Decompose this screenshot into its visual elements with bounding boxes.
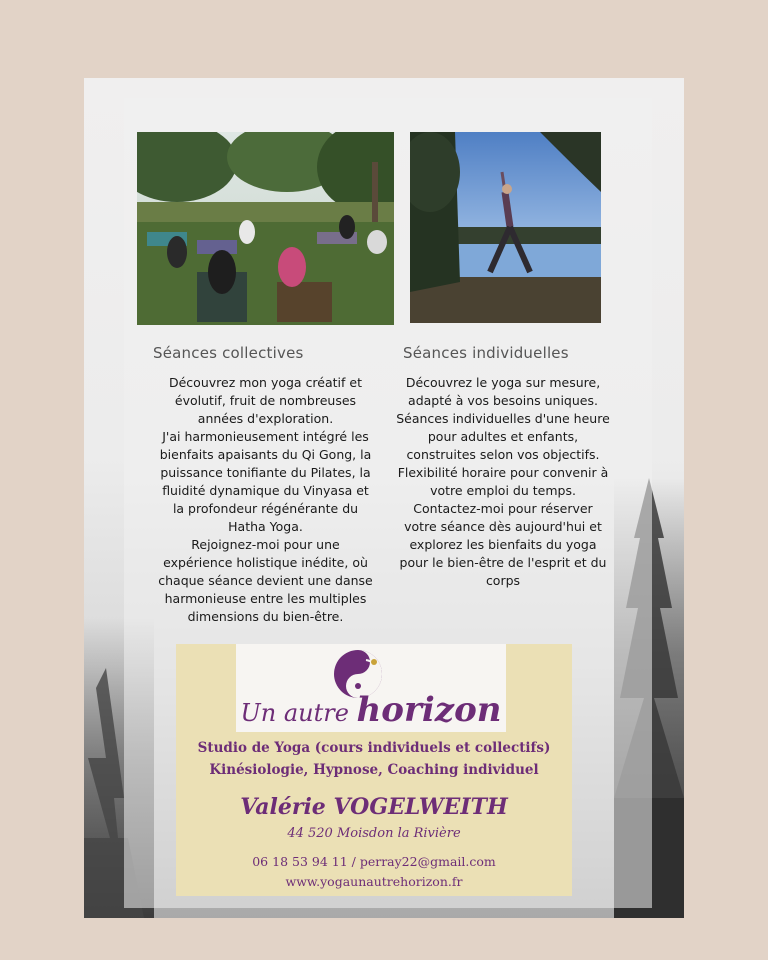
flyer <box>84 78 684 918</box>
logo-name-big: horizon <box>356 690 502 730</box>
individual-title: Séances individuelles <box>403 344 569 362</box>
logo-name-small: Un autre <box>240 699 357 727</box>
group-yoga-photo <box>137 132 394 325</box>
lake-warrior-photo <box>410 132 601 323</box>
contact-line: 06 18 53 94 11 / perray22@gmail.com <box>252 854 496 869</box>
studio-line: Studio de Yoga (cours individuels et collectifs) <box>197 740 551 756</box>
collective-title: Séances collectives <box>153 344 304 362</box>
individual-text: Découvrez le yoga sur mesure, adapté à vos besoins uniques. Séances individuelles d'une heure pour adultes et enfants, construites selon vos objectifs. Flexibilité horaire pour convenir à votre emploi du temps. Contactez-moi pour réserver votre séance dès aujourd'hui et explorez les bienfaits du yoga pour le bien-être de l'esprit et du corps <box>396 375 610 588</box>
logo-wordmark <box>240 690 502 730</box>
website-link: www.yogaunautrehorizon.fr <box>285 874 463 889</box>
contact-card <box>176 644 572 896</box>
address: 44 520 Moisdon la Rivière <box>287 826 461 841</box>
practitioner-name: Valérie VOGELWEITH <box>240 794 508 820</box>
services-line: Kinésiologie, Hypnose, Coaching individuel <box>209 762 539 778</box>
logo <box>236 644 506 732</box>
collective-text: Découvrez mon yoga créatif et évolutif, fruit de nombreuses années d'exploration. J'ai harmonieusement intégré les bienfaits apaisants du Qi Gong, la puissance tonifiante du Pilates, la fluidité dynamique du Vinyasa et la profondeur régénérante du Hatha Yoga. Rejoignez-moi pour une expérience holistique inédite, où chaque séance devient une danse harmonieuse entre les multiples dimensions du bien-être. <box>158 375 373 624</box>
